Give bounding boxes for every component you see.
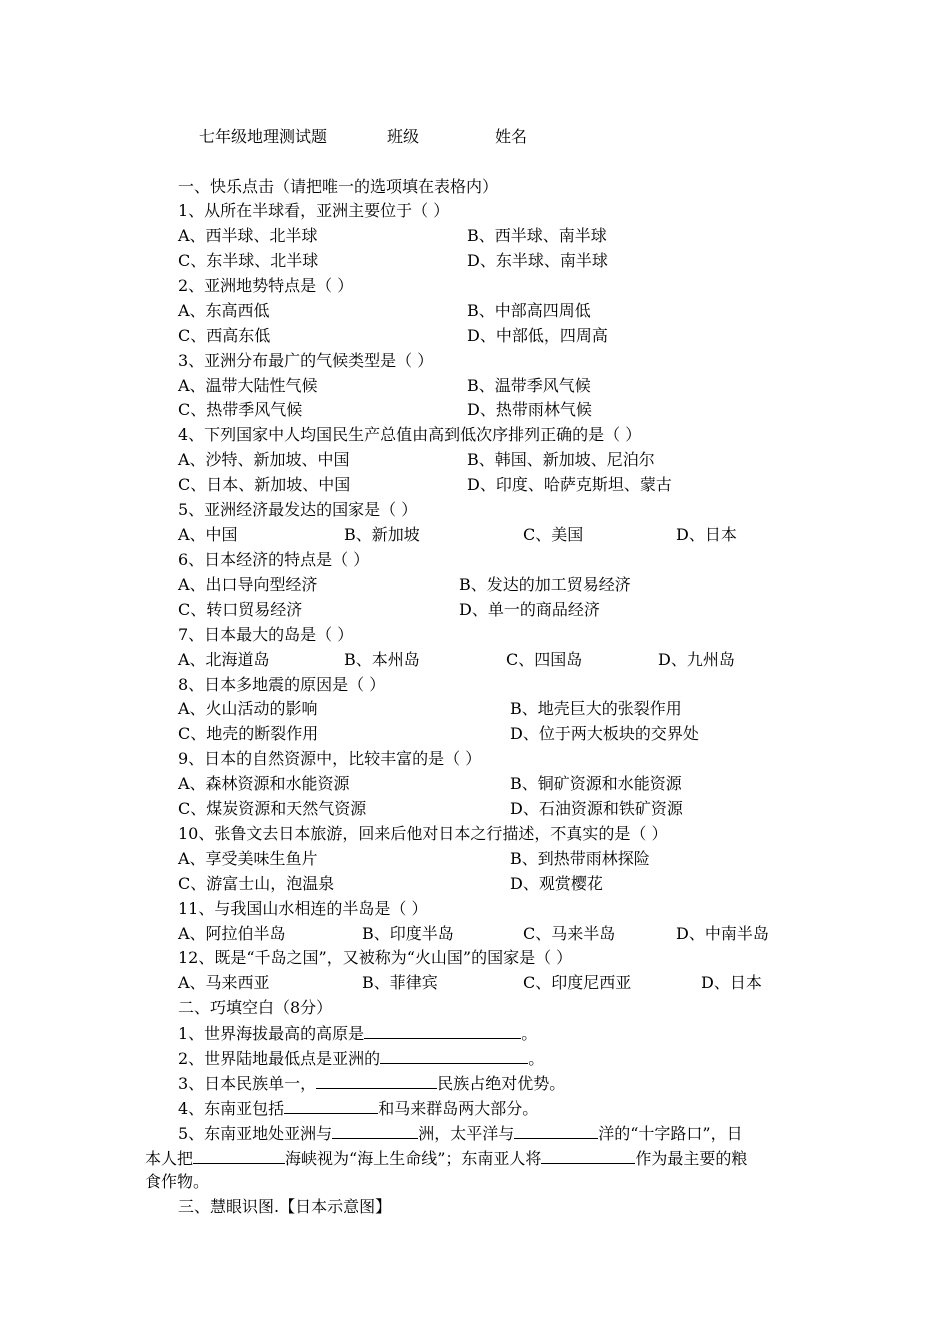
fill-question-5-line1 bbox=[178, 1123, 743, 1144]
q9-option-d: D、石油资源和铁矿资源 bbox=[510, 799, 683, 818]
q10-option-a: A、享受美味生鱼片 bbox=[178, 849, 318, 868]
fill5-part4: 本人把 bbox=[145, 1149, 194, 1168]
exam-title: 七年级地理测试题 bbox=[199, 127, 328, 146]
q8-stem: 8、日本多地震的原因是（ ） bbox=[178, 675, 386, 694]
q10-option-b: B、到热带雨林探险 bbox=[510, 849, 650, 868]
q4-option-a: A、沙特、新加坡、中国 bbox=[178, 450, 350, 469]
answer-blank[interactable] bbox=[316, 1073, 437, 1089]
q2-stem: 2、亚洲地势特点是（ ） bbox=[178, 276, 354, 295]
q5-option-a: A、中国 bbox=[178, 525, 238, 544]
answer-blank[interactable] bbox=[332, 1123, 418, 1139]
section1-heading: 一、快乐点击（请把唯一的选项填在表格内） bbox=[178, 177, 499, 196]
fill2-end: 。 bbox=[528, 1049, 545, 1068]
q6-option-b: B、发达的加工贸易经济 bbox=[459, 575, 631, 594]
q3-option-c: C、热带季风气候 bbox=[178, 400, 303, 419]
q8-option-c: C、地壳的断裂作用 bbox=[178, 724, 319, 743]
answer-blank[interactable] bbox=[380, 1048, 528, 1064]
answer-blank[interactable] bbox=[541, 1148, 635, 1164]
fill4-end: 和马来群岛两大部分。 bbox=[378, 1099, 539, 1118]
q12-option-a: A、马来西亚 bbox=[178, 973, 270, 992]
q7-option-a: A、北海道岛 bbox=[178, 650, 270, 669]
q3-option-a: A、温带大陆性气候 bbox=[178, 376, 318, 395]
fill-question-5-line2 bbox=[145, 1148, 747, 1169]
answer-blank[interactable] bbox=[364, 1023, 521, 1039]
q10-stem: 10、张鲁文去日本旅游，回来后他对日本之行描述，不真实的是（ ） bbox=[178, 824, 668, 843]
fill5-part2: 洲，太平洋与 bbox=[418, 1124, 515, 1143]
q5-option-c: C、美国 bbox=[523, 525, 584, 544]
fill2-text: 2、世界陆地最低点是亚洲的 bbox=[178, 1049, 381, 1068]
q7-option-d: D、九州岛 bbox=[658, 650, 735, 669]
fill5-part5: 海峡视为“海上生命线”；东南亚人将 bbox=[285, 1149, 542, 1168]
q2-option-d: D、中部低，四周高 bbox=[467, 326, 608, 345]
q10-option-c: C、游富士山，泡温泉 bbox=[178, 874, 335, 893]
q11-option-b: B、印度半岛 bbox=[362, 924, 454, 943]
fill-question-5-line3: 食作物。 bbox=[145, 1172, 210, 1191]
q1-stem: 1、从所在半球看，亚洲主要位于（ ） bbox=[178, 201, 450, 220]
q7-option-b: B、本州岛 bbox=[344, 650, 420, 669]
fill1-text: 1、世界海拔最高的高原是 bbox=[178, 1024, 365, 1043]
q6-stem: 6、日本经济的特点是（ ） bbox=[178, 550, 370, 569]
q4-stem: 4、下列国家中人均国民生产总值由高到低次序排列正确的是（ ） bbox=[178, 425, 642, 444]
q1-option-a: A、西半球、北半球 bbox=[178, 226, 318, 245]
q6-option-c: C、转口贸易经济 bbox=[178, 600, 303, 619]
fill5-part3: 洋的“十字路口”，日 bbox=[598, 1124, 743, 1143]
q12-option-c: C、印度尼西亚 bbox=[523, 973, 632, 992]
q3-option-b: B、温带季风气候 bbox=[467, 376, 591, 395]
q1-option-d: D、东半球、南半球 bbox=[467, 251, 608, 270]
q11-option-d: D、中南半岛 bbox=[676, 924, 769, 943]
q2-option-b: B、中部高四周低 bbox=[467, 301, 591, 320]
section2-heading: 二、巧填空白（8分） bbox=[178, 998, 333, 1017]
q3-option-d: D、热带雨林气候 bbox=[467, 400, 592, 419]
q8-option-d: D、位于两大板块的交界处 bbox=[510, 724, 699, 743]
fill5-part6: 作为最主要的粮 bbox=[635, 1149, 748, 1168]
fill-question-1 bbox=[178, 1023, 537, 1044]
q11-option-c: C、马来半岛 bbox=[523, 924, 616, 943]
q1-option-c: C、东半球、北半球 bbox=[178, 251, 319, 270]
q4-option-b: B、韩国、新加坡、尼泊尔 bbox=[467, 450, 655, 469]
name-label: 姓名 bbox=[495, 127, 528, 146]
fill3-text: 3、日本民族单一， bbox=[178, 1074, 317, 1093]
q2-option-a: A、东高西低 bbox=[178, 301, 270, 320]
fill3-end: 民族占绝对优势。 bbox=[437, 1074, 566, 1093]
answer-blank[interactable] bbox=[284, 1098, 378, 1114]
q3-stem: 3、亚洲分布最广的气候类型是（ ） bbox=[178, 351, 434, 370]
q9-option-c: C、煤炭资源和天然气资源 bbox=[178, 799, 367, 818]
q5-stem: 5、亚洲经济最发达的国家是（ ） bbox=[178, 500, 418, 519]
fill-question-3 bbox=[178, 1073, 565, 1094]
q9-option-b: B、铜矿资源和水能资源 bbox=[510, 774, 682, 793]
q7-stem: 7、日本最大的岛是（ ） bbox=[178, 625, 354, 644]
fill4-text: 4、东南亚包括 bbox=[178, 1099, 285, 1118]
fill1-end: 。 bbox=[521, 1024, 538, 1043]
q12-option-d: D、日本 bbox=[701, 973, 762, 992]
class-label: 班级 bbox=[387, 127, 420, 146]
fill-question-4 bbox=[178, 1098, 538, 1119]
q8-option-b: B、地壳巨大的张裂作用 bbox=[510, 699, 682, 718]
q10-option-d: D、观赏樱花 bbox=[510, 874, 603, 893]
q12-stem: 12、既是“千岛之国”，又被称为“火山国”的国家是（ ） bbox=[178, 948, 573, 967]
answer-blank[interactable] bbox=[514, 1123, 598, 1139]
q9-option-a: A、森林资源和水能资源 bbox=[178, 774, 350, 793]
q12-option-b: B、菲律宾 bbox=[362, 973, 438, 992]
q7-option-c: C、四国岛 bbox=[506, 650, 583, 669]
q5-option-b: B、新加坡 bbox=[344, 525, 420, 544]
fill5-part1: 5、东南亚地处亚洲与 bbox=[178, 1124, 333, 1143]
q8-option-a: A、火山活动的影响 bbox=[178, 699, 318, 718]
q4-option-c: C、日本、新加坡、中国 bbox=[178, 475, 351, 494]
q2-option-c: C、西高东低 bbox=[178, 326, 271, 345]
answer-blank[interactable] bbox=[193, 1148, 285, 1164]
section3-heading: 三、慧眼识图.【日本示意图】 bbox=[178, 1197, 392, 1216]
q5-option-d: D、日本 bbox=[676, 525, 737, 544]
q11-option-a: A、阿拉伯半岛 bbox=[178, 924, 286, 943]
q9-stem: 9、日本的自然资源中，比较丰富的是（ ） bbox=[178, 749, 482, 768]
fill-question-2 bbox=[178, 1048, 544, 1069]
q11-stem: 11、与我国山水相连的半岛是（ ） bbox=[178, 899, 428, 918]
q6-option-a: A、出口导向型经济 bbox=[178, 575, 318, 594]
q4-option-d: D、印度、哈萨克斯坦、蒙古 bbox=[467, 475, 672, 494]
q6-option-d: D、单一的商品经济 bbox=[459, 600, 600, 619]
q1-option-b: B、西半球、南半球 bbox=[467, 226, 607, 245]
